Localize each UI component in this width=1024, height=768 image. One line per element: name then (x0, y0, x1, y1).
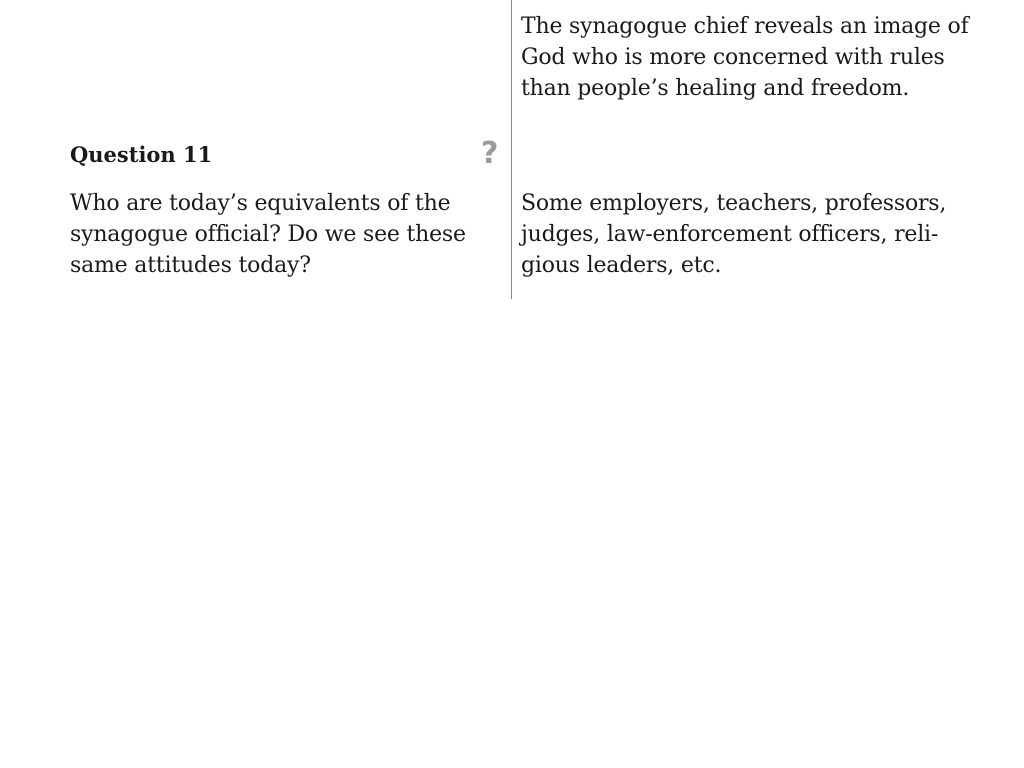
question-mark-icon: ? (481, 136, 499, 171)
question-title: Question 11 (70, 142, 213, 167)
answer-text: Some employers, teachers, professors, judges, law-enforcement officers, reli- gious leaders, etc. (521, 191, 947, 278)
previous-answer-text: The synagogue chief reveals an image of God who is more concerned with rules than people’s healing and freedom. (521, 14, 969, 101)
column-divider (511, 0, 512, 299)
question-text: Who are today’s equivalents of the synagogue official? Do we see these same attitudes today? (70, 191, 466, 278)
